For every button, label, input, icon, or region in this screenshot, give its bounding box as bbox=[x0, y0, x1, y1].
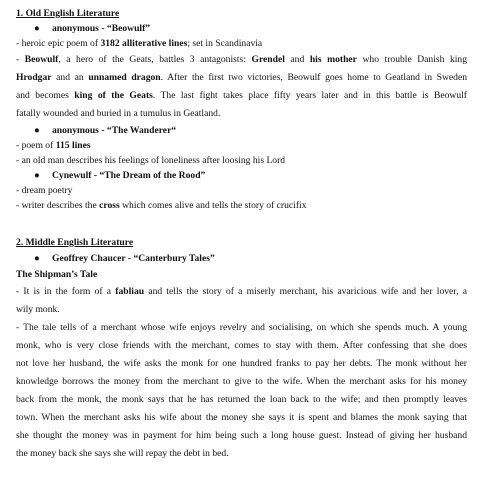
bullet-author: anonymous bbox=[52, 125, 99, 136]
beowulf-paragraph: - Beowulf, a hero of the Geats, battles 3 antagonists: Grendel and his mother who trouble Danish king Hrodgar and an unnamed dragon. After the first two victories, Beowulf goes home to Geatland in Sweden and becomes king of the Geats. The last fight takes place fifty years later and in this battle is Beowulf fatally wounded and buried in a tumulus in Geatland. bbox=[16, 54, 468, 119]
tale-line: town. When the merchant asks his wife about the money she says it is spent and blames the monk saying that bbox=[16, 412, 467, 423]
bullet-wanderer: ● anonymous - “The Wanderer“ bbox=[34, 125, 177, 136]
rood-line-1: - dream poetry bbox=[16, 185, 73, 196]
subheading-shipmans-tale: The Shipman’s Tale bbox=[16, 269, 98, 280]
section-heading-middle-english: 2. Middle English Literature bbox=[16, 237, 134, 248]
bullet-dot-icon: ● bbox=[34, 253, 40, 264]
tale-line: back from the monk, the monk says that he has returned the loan back to the wife; and then promptly leaves bbox=[16, 394, 467, 405]
tale-line: knowledge borrows the money from the merchant to give to the wife. When the merchant asks for his money bbox=[16, 376, 467, 387]
fabliau-paragraph: - It is in the form of a fabliau and tells the story of a miserly merchant, his avaricious wife and her lover, a wily monk. bbox=[16, 286, 467, 315]
wanderer-line-1: - poem of 115 lines bbox=[16, 140, 91, 151]
bullet-author: Geoffrey Chaucer bbox=[52, 253, 126, 264]
wanderer-line-2: - an old man describes his feelings of loneliness after loosing his Lord bbox=[16, 155, 286, 166]
tale-paragraph bbox=[16, 319, 467, 463]
bullet-title: “The Dream of the Rood” bbox=[99, 170, 206, 181]
bullet-dot-icon: ● bbox=[34, 170, 40, 181]
bullet-dot-icon: ● bbox=[34, 23, 40, 34]
bullet-beowulf: ● anonymous - “Beowulf” bbox=[34, 23, 151, 34]
tale-line: monk, who is very close friends with the merchant, comes to stay with them. After confessing that she does bbox=[16, 340, 467, 351]
rood-line-2: - writer describes the cross which comes alive and tells the story of crucifix bbox=[16, 200, 307, 211]
bullet-canterbury-tales: ● Geoffrey Chaucer - “Canterbury Tales” bbox=[16, 250, 467, 267]
section-heading-old-english: 1. Old English Literature bbox=[16, 8, 120, 19]
beowulf-line-1: - heroic epic poem of 3182 alliterative lines; set in Scandinavia bbox=[16, 38, 263, 49]
tale-line: not love her husband, the wife asks the monk for one hundred franks to pay her debts. The monk without her bbox=[16, 358, 467, 369]
bullet-author: anonymous bbox=[52, 23, 99, 34]
bullet-dream-of-the-rood: ● Cynewulf - “The Dream of the Rood” bbox=[34, 170, 206, 181]
bullet-title: “Beowulf” bbox=[106, 23, 151, 34]
tale-line: the money back she says she will repay the debt in bed. bbox=[16, 448, 229, 459]
tale-line: she thought the money was in payment for him being such a long house guest. Instead of giving her husband bbox=[16, 430, 467, 441]
bullet-title: “Canterbury Tales” bbox=[133, 253, 215, 264]
bullet-title: “The Wanderer“ bbox=[106, 125, 177, 136]
bullet-dot-icon: ● bbox=[34, 125, 40, 136]
bullet-author: Cynewulf bbox=[52, 170, 92, 181]
tale-line: - The tale tells of a merchant whose wife enjoys revelry and socialising, on which she spends much. A young bbox=[16, 322, 467, 333]
